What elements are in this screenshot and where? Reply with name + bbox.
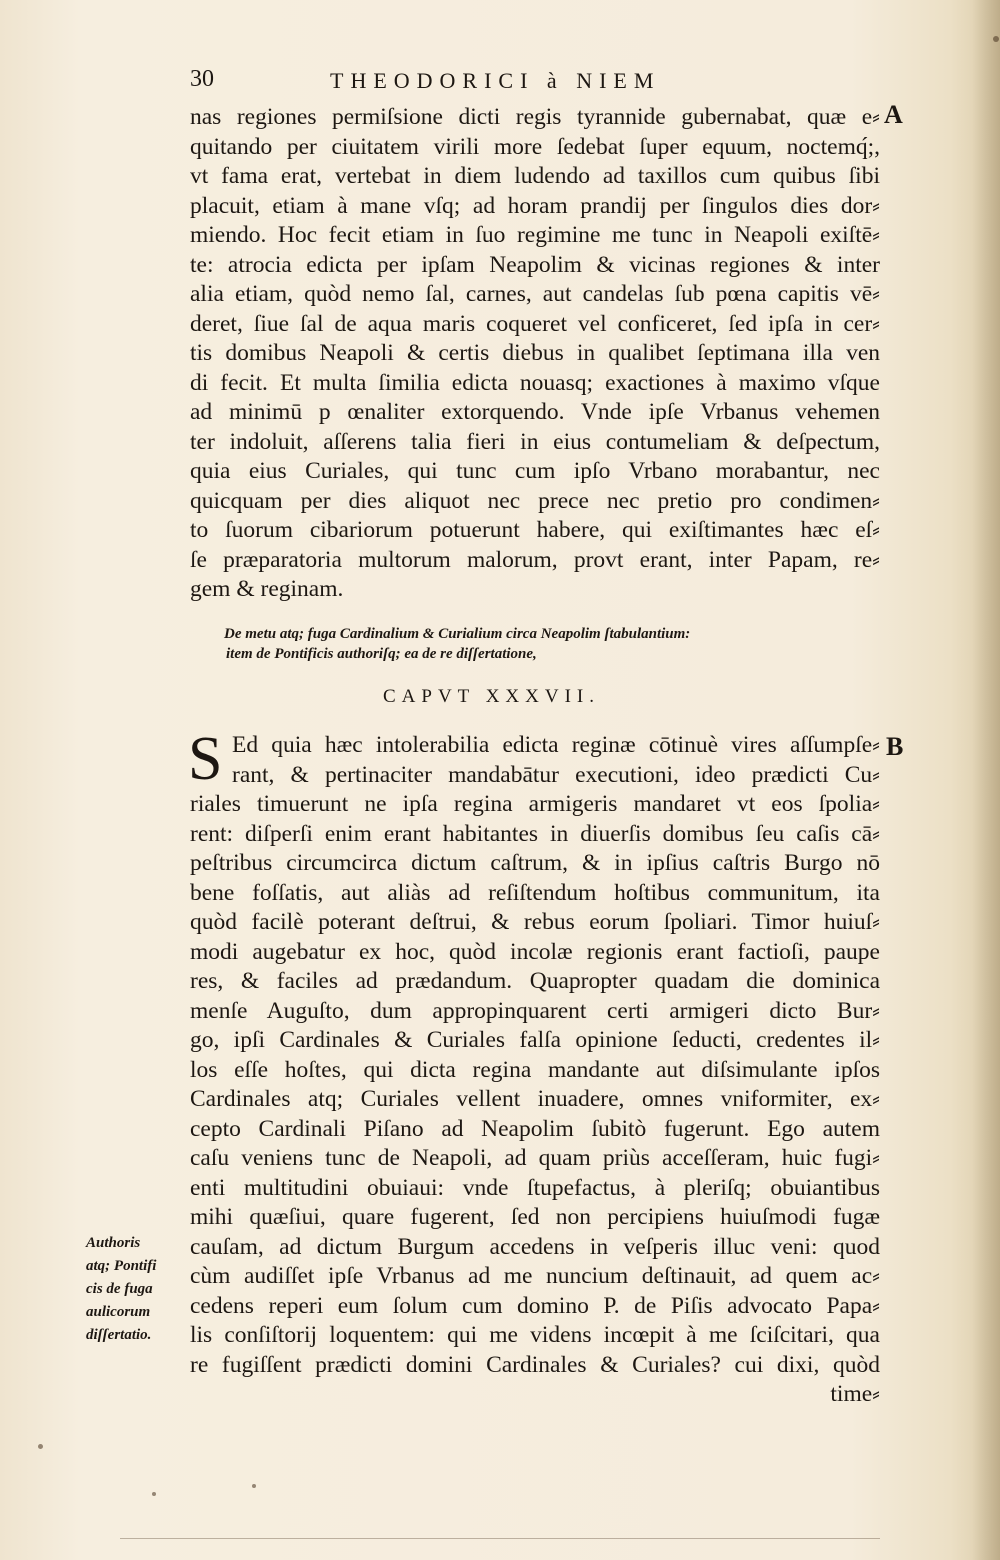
bottom-shadow-line [120,1538,880,1539]
marginal-note-line: cis de fuga [86,1281,153,1297]
running-title: THEODORICI à NIEM [330,68,661,93]
page-header [190,66,880,102]
text-line: quicquam per dies aliquot nec prece nec pretio pro condimen⸗ [190,487,880,514]
text-line: go, ipſi Cardinales & Curiales falſa opinione ſeducti, credentes il⸗ [190,1027,880,1053]
text-line: deret, ſiue ſal de aqua maris coqueret vel conficeret, ſed ipſa in cer⸗ [190,310,880,337]
text-line: mihi quæſiui, quare fugerent, ſed non percipiens huiuſmodi fugæ [190,1204,880,1230]
text-line: nas regiones permiſsione dicti regis tyrannide gubernabat, quæ e⸗ [190,104,880,130]
margin-letter-a: A [884,100,903,129]
ink-speck [38,1444,43,1449]
text-line: te: atrocia edicta per ipſam Neapolim & vicinas regiones & inter [190,251,880,278]
text-line: lis conſiſtorij loquentem: qui me videns incœpit à me ſciſcitari, qua [190,1322,880,1348]
text-line: Ed quia hæc intolerabilia edicta reginæ cōtinuè vires aſſumpſe⸗ [232,732,880,758]
marginal-note-line: Authoris [86,1235,141,1251]
paragraph-2 [188,725,880,1410]
text-line: re fugiſſent prædicti domini Cardinales & Curiales? cui dixi, quòd [190,1351,880,1378]
chapter-summary-line: item de Pontificis authoriſq; ea de re diſſertatione, [226,646,537,662]
ink-speck [993,36,999,42]
drop-cap: S [188,725,223,793]
catchword: time⸗ [830,1381,880,1407]
marginal-note-line: atq; Pontifi [86,1258,157,1274]
margin-letter-b: B [886,732,904,761]
text-line: placuit, etiam à mane vſq; ad horam prandij per ſingulos dies dor⸗ [190,192,880,219]
chapter-summary-line: De metu atq; fuga Cardinalium & Curialium circa Neapolim ſtabulantium: [224,626,691,642]
text-line: peſtribus circumcirca dictum caſtrum, & in ipſius caſtris Burgo nō [190,850,880,876]
text-line: quòd facilè poterant deſtrui, & rebus eorum ſpoliari. Timor huiuſ⸗ [190,909,880,935]
text-line: rent: diſperſi enim erant habitantes in diuerſis domibus ſeu caſis cā⸗ [190,820,880,847]
text-line: to ſuorum cibariorum potuerunt habere, qui exiſtimantes hæc eſ⸗ [190,517,880,543]
marginal-note-line: aulicorum [86,1304,151,1320]
text-line: res, & faciles ad prædandum. Quapropter quadam die dominica [190,968,880,994]
text-line: gem & reginam. [190,576,344,602]
text-line: di fecit. Et multa ſimilia edicta nouasq; exactiones à maximo vſque [190,369,880,396]
page-number: 30 [190,66,214,92]
text-line: quitando per ciuitatem virili more ſedebat ſuper equum, noctemq́;, [190,133,880,160]
text-line: ad minimū p œnaliter extorquendo. Vnde ipſe Vrbanus vehemen [190,399,880,425]
text-line: vt fama erat, vertebat in diem ludendo ad taxillos cum quibus ſibi [190,163,880,189]
marginal-note [86,1232,186,1347]
text-line: menſe Auguſto, dum appropinquarent certi armigeri dicto Bur⸗ [190,997,880,1024]
ink-speck [152,1492,156,1496]
text-line: ter indoluit, aſſerens talia fieri in eius contumeliam & deſpectum, [190,428,880,455]
text-line: ſe præparatoria multorum malorum, provt erant, inter Papam, re⸗ [190,546,880,573]
text-line: rant, & pertinaciter mandabātur executioni, ideo prædicti Cu⸗ [232,761,880,788]
marginal-note-line: diſſertatio. [86,1327,152,1343]
text-line: alia etiam, quòd nemo ſal, carnes, aut candelas ſub pœna capitis vē⸗ [190,281,880,307]
text-line: riales timuerunt ne ipſa regina armigeris mandaret vt eos ſpolia⸗ [190,791,880,817]
page-edge-shadow [972,0,1000,1560]
chapter-title: CAPVT XXXVII. [383,686,600,707]
ink-speck [252,1484,256,1488]
chapter-summary [224,624,844,664]
text-line: cedens reperi eum ſolum cum domino P. de Piſis advocato Papa⸗ [190,1292,880,1319]
text-line: tis domibus Neapoli & certis diebus in qualibet ſeptimana illa ven [190,340,880,366]
text-line: cauſam, ad dictum Burgum accedens in veſperis illuc veni: quod [190,1233,880,1260]
text-line: enti multitudini obuiaui: vnde ſtupefactus, à pleriſq; obuiantibus [190,1174,880,1201]
text-line: miendo. Hoc fecit etiam in ſuo regimine me tunc in Neapoli exiſtē⸗ [190,222,880,248]
paragraph-1 [190,103,880,605]
text-line: modi augebatur ex hoc, quòd incolæ regionis erant factioſi, paupe [190,938,880,965]
text-line: cùm audiſſet ipſe Vrbanus ad me nuncium deſtinauit, ad quem ac⸗ [190,1263,880,1289]
text-line: caſu veniens tunc de Neapoli, ad quam priùs acceſſeram, huic fugi⸗ [190,1145,880,1171]
text-line: cepto Cardinali Piſano ad Neapolim ſubitò fugerunt. Ego autem [190,1115,880,1142]
text-line: quia eius Curiales, qui tunc cum ipſo Vrbano morabantur, nec [190,458,880,484]
text-line: Cardinales atq; Curiales vellent inuadere, omnes vniformiter, ex⸗ [190,1086,880,1112]
text-line: los eſſe hoſtes, qui dicta regina mandante aut diſsimulante ipſos [190,1056,880,1083]
text-line: bene foſſatis, aut aliàs ad reſiſtendum hoſtibus communitum, ita [190,879,880,906]
